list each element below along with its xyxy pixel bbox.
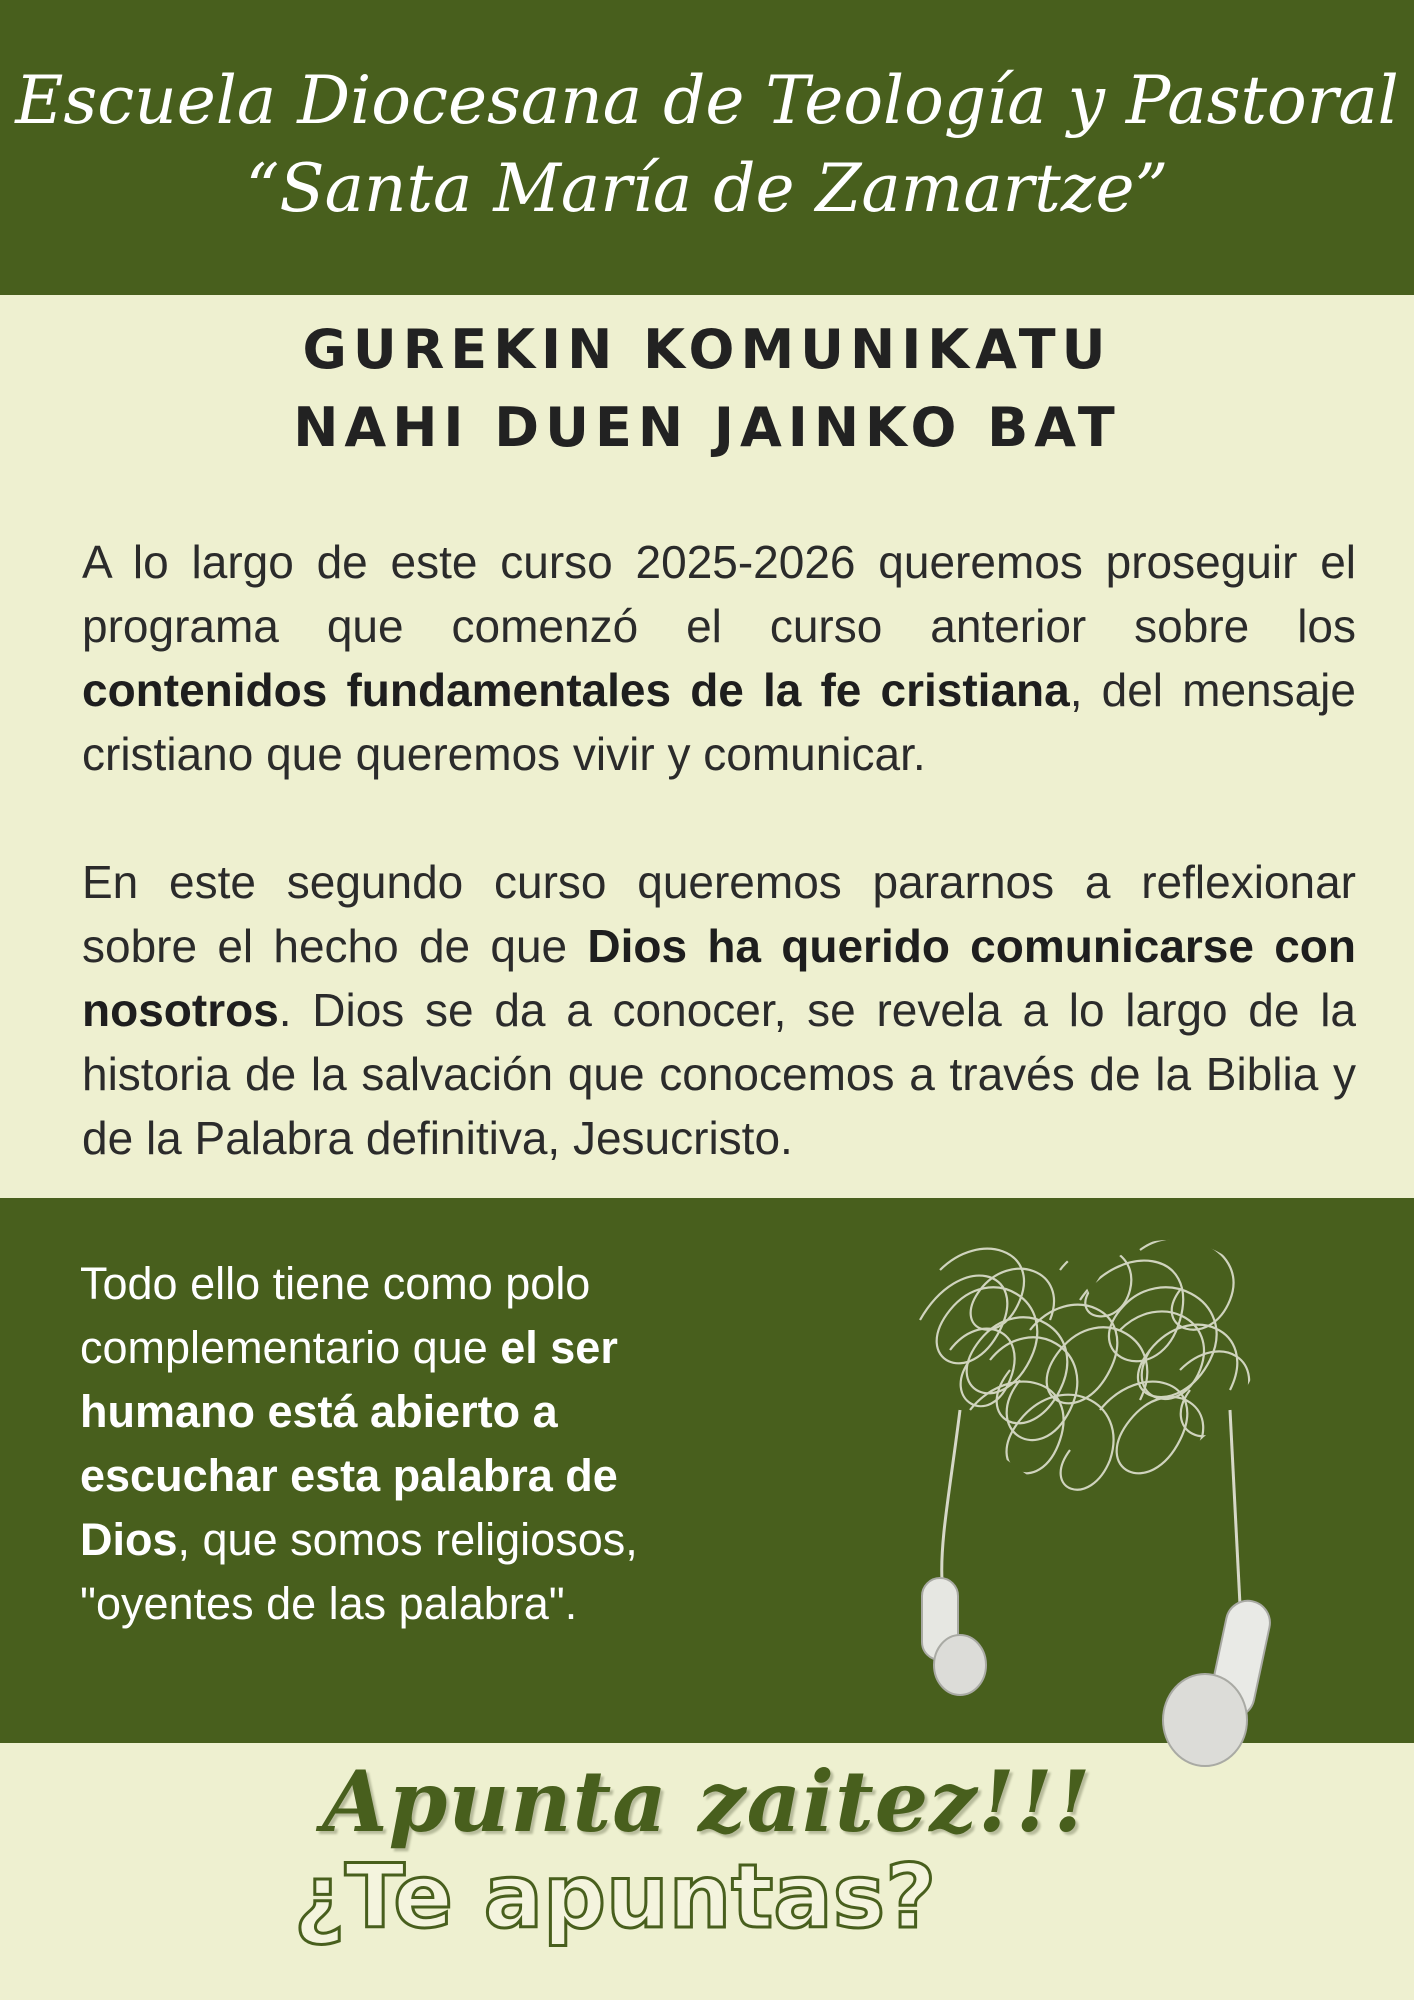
school-name-line2: “Santa María de Zamartze” bbox=[245, 150, 1169, 227]
scribble-heart-icon bbox=[920, 1238, 1249, 1490]
highlight-text-a: Todo ello tiene como polo complementario que bbox=[80, 1258, 591, 1373]
cta-spanish: ¿Te apuntas? bbox=[293, 1845, 937, 1948]
second-text-a: En este segundo curso queremos pararnos a reflexionar sobre el hecho de que bbox=[82, 856, 1356, 972]
highlight-paragraph bbox=[80, 1252, 640, 1636]
second-text-b: . Dios se da a conocer, se revela a lo largo de la historia de la salvación que conocemos a través de la Biblia y de la Palabra definitiva, Jesucristo. bbox=[82, 984, 1356, 1164]
title-line2: NAHI DUEN JAINKO BAT bbox=[293, 396, 1121, 459]
cta-basque: Apunta zaitez!!! bbox=[322, 1752, 1092, 1851]
intro-text-a: A lo largo de este curso 2025-2026 queremos proseguir el programa que comenzó el curso anterior sobre los bbox=[82, 536, 1356, 652]
highlight-bold: el ser humano está abierto a escuchar esta palabra de Dios bbox=[80, 1322, 618, 1565]
header-band bbox=[0, 0, 1414, 295]
second-paragraph bbox=[82, 850, 1356, 1170]
highlight-text-b: , que somos religiosos, "oyentes de las palabra". bbox=[80, 1514, 638, 1629]
intro-bold: contenidos fundamentales de la fe cristiana bbox=[82, 664, 1070, 716]
earphones-icon bbox=[922, 1410, 1274, 1766]
school-name-line1: Escuela Diocesana de Teología y Pastoral bbox=[15, 62, 1399, 139]
heart-earphones-illustration bbox=[880, 1210, 1300, 1770]
intro-paragraph bbox=[82, 530, 1356, 786]
title-line1: GUREKIN KOMUNIKATU bbox=[302, 318, 1112, 381]
intro-text-b: , del mensaje cristiano que queremos vivir y comunicar. bbox=[82, 664, 1356, 780]
second-bold: Dios ha querido comunicarse con nosotros bbox=[82, 920, 1356, 1036]
